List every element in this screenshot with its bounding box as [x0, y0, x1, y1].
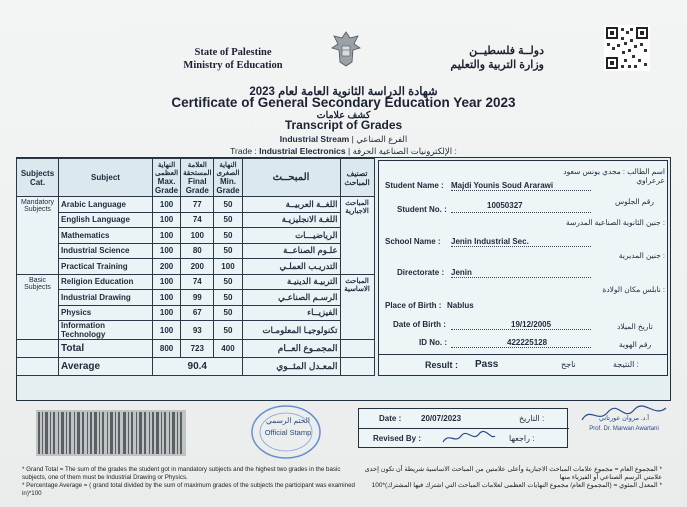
date-revised-box [358, 408, 568, 448]
result-ar-value: ناجح [561, 360, 576, 369]
directorate-ar-label: المديرية : [618, 251, 665, 260]
total-max: 800 [153, 340, 181, 358]
subject-name-ar: الرياضيـــات [242, 228, 340, 244]
total-row [17, 340, 375, 358]
stamp-label-en: Official Stamp [264, 428, 312, 437]
col-header-subject-ar: المبحــث [242, 159, 340, 197]
final-grade: 74 [181, 212, 214, 228]
certificate-title-ar: شهادة الدراسة الثانوية العامة لعام 2023 [249, 86, 438, 98]
table-row [17, 290, 375, 306]
ministry-name-en: Ministry of Education [183, 60, 283, 71]
revised-signature-icon [439, 430, 499, 446]
final-grade: 100 [181, 228, 214, 244]
school-ar-label: المدرسة : [565, 218, 665, 227]
total-min: 400 [214, 340, 242, 358]
max-grade: 100 [153, 212, 181, 228]
total-final: 723 [181, 340, 214, 358]
table-row [17, 197, 375, 213]
date-ar-label: التاريخ : [519, 414, 545, 423]
qr-code-icon [604, 25, 650, 71]
subject-name-ar: تكنولوجيـا المعلومـات [242, 321, 340, 340]
subject-name: Mathematics [59, 228, 153, 244]
table-header-row [17, 159, 375, 197]
stamp-label-ar: الختم الرسمي [266, 416, 310, 425]
mandatory-category: Mandatory Subjects [17, 197, 59, 275]
subject-name-ar: علـوم الصناعــة [242, 243, 340, 259]
notes-english [22, 466, 362, 498]
subject-name-ar: الرسـم الصناعـي [242, 290, 340, 306]
student-no-ar-label: رقم الجلوس [615, 197, 655, 206]
note-ar-average: * المعدل المئوي = (المجموع العام/ مجموع النهايات العظمى لعلامات المباحث التي اشترك فيها المشترك)*100 [371, 482, 662, 489]
final-grade: 93 [181, 321, 214, 340]
student-name-label: Student Name : [385, 181, 444, 190]
subject-name: Religion Education [59, 274, 153, 290]
subject-name: Arabic Language [59, 197, 153, 213]
table-row [17, 321, 375, 340]
max-en: Max. Grade [155, 176, 179, 195]
stream-line: Industrial Stream | الفرع الصناعي [279, 134, 408, 144]
minister-name: Prof. Dr. Marwan Awartani [589, 426, 659, 432]
min-en: Min. Grade [216, 176, 240, 195]
min-grade: 50 [214, 228, 242, 244]
min-grade: 50 [214, 197, 242, 213]
trade-ar: الإلكترونيات الصناعية [378, 146, 453, 156]
result-ar-label: النتيجة : [613, 360, 639, 369]
revised-by-ar-label: راجعها : [509, 434, 535, 443]
id-ar-label: رقم الهوية [619, 340, 652, 349]
directorate-value: Jenin [451, 268, 472, 277]
note-ar-grand-total: * المجموع العام = مجموع علامات المباحث الاجبارية وأعلى علامتين من المباحث الاساسية شريطة أن تكون إحدى علامتي الرسم الصناعي أو الفيزياء منها [364, 466, 662, 481]
final-en: Final Grade [185, 176, 209, 195]
mandatory-category-ar: المباحث الاجبارية [340, 197, 374, 275]
student-no-value: 10050327 [487, 201, 523, 210]
average-label-ar: المعـدل المئــوي [242, 358, 340, 376]
final-grade: 77 [181, 197, 214, 213]
subject-name-ar: اللغــة العربيــة [242, 197, 340, 213]
max-grade: 100 [153, 290, 181, 306]
max-grade: 100 [153, 228, 181, 244]
min-grade: 50 [214, 321, 242, 340]
table-row [17, 259, 375, 275]
final-grade: 67 [181, 305, 214, 321]
minister-signature-block [576, 402, 672, 442]
directorate-ar-value: جنين [645, 251, 661, 260]
notes-arabic [362, 466, 662, 490]
official-stamp [228, 402, 348, 462]
transcript-title-en: Transcript of Grades [284, 118, 403, 132]
dob-value: 19/12/2005 [511, 320, 552, 329]
country-name-en: State of Palestine [194, 47, 272, 58]
pob-ar-label: مكان الولادة : [602, 285, 665, 294]
student-info-box [378, 160, 668, 355]
basic-category: Basic Subjects [17, 274, 59, 340]
country-name-ar: دولــة فلسطيــن [469, 45, 544, 57]
directorate-label: Directorate : [397, 268, 445, 277]
min-grade: 50 [214, 290, 242, 306]
col-header-min [214, 159, 242, 197]
dob-ar-label: تاريخ الميلاد [617, 322, 653, 331]
table-row [17, 228, 375, 244]
col-header-category-ar: تصنيف المباحث [340, 159, 374, 197]
ministry-name-ar: وزارة التربية والتعليم [450, 59, 544, 71]
subject-name-ar: اللغـة الانجليزيـة [242, 212, 340, 228]
total-label-ar: المجمـوع العــام [242, 340, 340, 358]
table-row [17, 274, 375, 290]
max-grade: 200 [153, 259, 181, 275]
dob-label: Date of Birth : [393, 320, 446, 329]
max-ar: النهاية العظمى [155, 161, 179, 177]
trade-label: Trade : [230, 146, 257, 156]
trade-line: Trade : Industrial Electronics | الإلكترونيات الصناعية الحرفة : [230, 146, 457, 156]
average-row [17, 358, 375, 376]
revised-by-label: Revised By : [373, 434, 422, 443]
id-value: 422225128 [507, 338, 548, 347]
col-header-max [153, 159, 181, 197]
subject-name: Physics [59, 305, 153, 321]
max-grade: 100 [153, 243, 181, 259]
student-name-ar-label: اسم الطالب : مجدي يونس سعود عرعراوي [563, 167, 665, 185]
transcript-title-ar: كشف علامات [316, 110, 371, 121]
school-ar [499, 218, 665, 227]
subject-name: Industrial Drawing [59, 290, 153, 306]
stream-en: Industrial Stream [279, 134, 350, 144]
max-grade: 100 [153, 274, 181, 290]
subject-name: English Language [59, 212, 153, 228]
final-grade: 99 [181, 290, 214, 306]
subject-name-ar: التربيـة الدينيـة [242, 274, 340, 290]
certificate-title-en: Certificate of General Secondary Education Year 2023 [171, 95, 516, 110]
final-grade: 74 [181, 274, 214, 290]
table-row [17, 212, 375, 228]
average-label: Average [59, 358, 153, 376]
max-grade: 100 [153, 305, 181, 321]
grades-table [16, 158, 375, 376]
final-grade: 200 [181, 259, 214, 275]
trade-ar-label: الحرفة : [352, 146, 457, 156]
directorate-ar [569, 251, 665, 260]
id-label: ID No. : [419, 338, 447, 347]
note-en-grand-total: * Grand Total = The sum of the grades the student got in mandatory subjects and the highest two grades in the basic subjects, one of them must be Industrial Drawing or Physics. [22, 466, 341, 481]
stream-ar: الفرع الصناعي [356, 134, 408, 144]
table-row [17, 305, 375, 321]
student-name-value: Majdi Younis Soud Ararawi [451, 181, 554, 190]
min-grade: 50 [214, 212, 242, 228]
subject-name-ar: الفيزيــاء [242, 305, 340, 321]
subject-name: Industrial Science [59, 243, 153, 259]
final-ar: العلامة المستحقة [183, 161, 212, 177]
min-ar: النهاية الصغرى [216, 161, 240, 177]
max-grade: 100 [153, 197, 181, 213]
header-english [178, 46, 288, 72]
palestine-eagle-emblem-icon [328, 28, 364, 70]
min-grade: 50 [214, 274, 242, 290]
trade-en: Industrial Electronics [259, 146, 346, 156]
pob-ar-value: نابلس [642, 285, 661, 294]
col-header-category: Subjects Cat. [17, 159, 59, 197]
school-value: Jenin Industrial Sec. [451, 237, 529, 246]
col-header-subject: Subject [59, 159, 153, 197]
student-no-label: Student No. : [397, 205, 447, 214]
student-name-ar: مجدي يونس سعود عرعراوي [563, 167, 665, 185]
subject-name: Information Technology [59, 321, 153, 340]
max-grade: 100 [153, 321, 181, 340]
header-arabic [424, 44, 544, 72]
date-value: 20/07/2023 [421, 414, 462, 423]
date-label: Date : [379, 414, 402, 423]
col-header-final [181, 159, 214, 197]
pob-ar [569, 285, 665, 294]
total-label: Total [59, 340, 153, 358]
subject-name: Practical Training [59, 259, 153, 275]
result-value: Pass [475, 359, 499, 370]
security-pattern-icon [36, 410, 186, 456]
school-label: School Name : [385, 237, 441, 246]
minister-name-ar: أ.د. مروان عورتاني [598, 415, 650, 422]
basic-category-ar: المباحث الاساسية [340, 274, 374, 340]
table-row [17, 243, 375, 259]
average-value: 90.4 [153, 358, 243, 376]
result-box [378, 354, 668, 376]
subject-name-ar: التدريـب العملـي [242, 259, 340, 275]
note-en-average: * Percentage Average = ( grand total divided by the sum of maximum grades of the subjects the participant was examined in)*100 [22, 482, 355, 497]
min-grade: 50 [214, 243, 242, 259]
school-ar-value: جنين الثانوية الصناعية [594, 218, 661, 227]
pob-label: Place of Birth : [385, 301, 442, 310]
result-label: Result : [425, 360, 459, 370]
final-grade: 80 [181, 243, 214, 259]
min-grade: 50 [214, 305, 242, 321]
min-grade: 100 [214, 259, 242, 275]
pob-value: Nablus [447, 301, 474, 310]
